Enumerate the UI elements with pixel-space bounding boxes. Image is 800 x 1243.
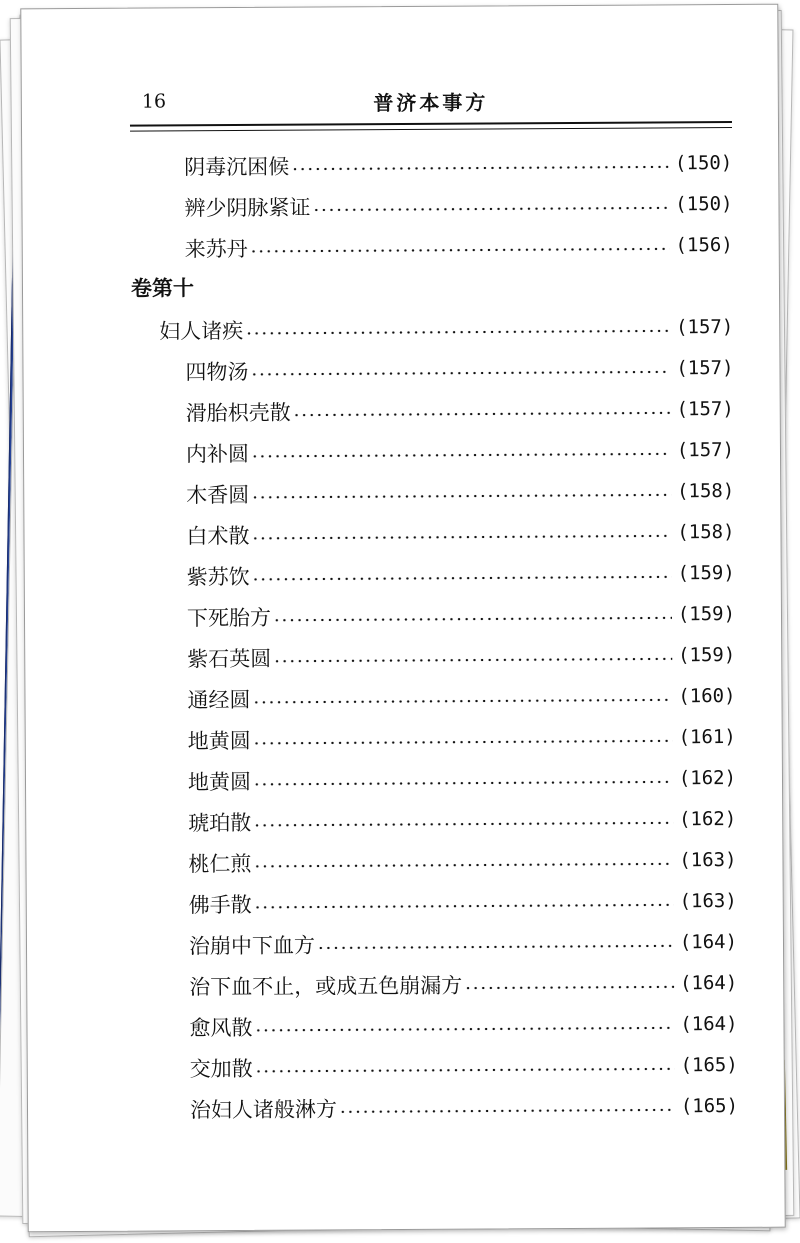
toc-entry[interactable] [132,470,734,515]
toc-entry-page: (162) [678,766,737,789]
dot-leader [253,780,673,786]
toc-row [133,675,735,720]
toc-row [130,183,732,228]
dot-leader [251,493,671,499]
toc-row [136,1085,738,1130]
toc-entry-title: 琥珀散 [188,810,252,835]
toc-entry[interactable] [135,1003,737,1048]
toc-entry-page: (165) [680,1053,738,1076]
dot-leader [252,575,672,581]
toc-entry-page: (150) [675,192,733,215]
toc-entry[interactable] [134,716,736,761]
toc-entry[interactable] [130,142,732,187]
dot-leader [251,452,671,458]
toc-row [134,798,736,843]
toc-entry-title: 白术散 [186,523,250,548]
toc-row [132,429,734,474]
toc-entry[interactable] [135,962,737,1007]
dot-leader [254,862,674,868]
dot-leader [251,370,671,376]
toc-entry-page: (159) [677,561,735,584]
toc-entry-list [131,347,738,1130]
toc-entry-page: (159) [677,602,736,625]
toc-row [134,757,736,802]
toc-entry[interactable] [134,839,736,884]
dot-leader [253,739,673,745]
toc-entry-title: 下死胎方 [186,605,272,630]
toc-entry-title: 内补圆 [185,441,250,466]
toc-entry-title: 辨少阴脉紧证 [184,195,311,220]
toc-entry[interactable] [133,593,735,638]
toc-entry[interactable] [132,388,734,433]
toc-entry-title: 桃仁煎 [188,851,252,876]
toc-entry-page: (158) [677,520,735,543]
toc-entry-title: 愈风散 [189,1015,253,1040]
toc-entry-page: (157) [675,315,734,338]
toc-entry-page: (164) [679,930,738,953]
toc-entry[interactable] [135,921,737,966]
toc-row [132,511,734,556]
toc-entry-title: 紫苏饮 [186,564,250,589]
toc-entry-page: (164) [679,971,738,994]
toc-row [134,716,736,761]
toc-entry-title: 紫石英圆 [187,646,272,671]
toc-entry-page: (163) [679,889,737,912]
toc-entry-page: (158) [676,479,735,502]
toc-row [131,347,733,392]
toc-row [133,634,735,679]
page-header [130,85,732,117]
toc-entry[interactable] [133,552,735,597]
toc-entry-title: 治下血不止，或成五色崩漏方 [189,973,463,999]
toc-entry-title: 治崩中下血方 [188,933,316,958]
toc-entry[interactable] [136,1085,738,1130]
toc-entry[interactable] [132,429,734,474]
toc-row [134,839,736,884]
dot-leader [317,944,674,949]
toc-entry-page: (156) [675,233,733,256]
toc-row [131,224,733,269]
toc-entry[interactable] [133,675,735,720]
toc-row [135,962,737,1007]
dot-leader [252,534,672,540]
toc-entry-title: 滑胎枳壳散 [185,400,291,425]
toc-chapter-entry[interactable] [131,306,733,351]
toc-entry-page: (157) [676,397,734,420]
dot-leader [312,206,669,211]
toc-entry-page: (159) [677,643,736,666]
toc-entry-page: (157) [676,438,735,461]
toc-entry-page: (161) [678,725,736,748]
dot-leader [254,903,674,909]
toc-row [135,1003,737,1048]
toc-entry-page: (160) [678,684,736,707]
toc-entry-title: 治妇人诸般淋方 [189,1096,338,1122]
toc-entry-title: 来苏丹 [184,236,248,261]
toc-entry-title: 通经圆 [187,687,251,712]
page-number: 16 [141,90,167,113]
toc-entry-title: 妇人诸疾 [159,318,244,343]
toc-entry-page: (150) [674,151,733,174]
toc-entry-title: 地黄圆 [187,728,251,753]
toc-entry-page: (165) [680,1094,739,1117]
dot-leader [255,1067,675,1073]
toc-row [132,470,734,515]
dot-leader [273,616,672,621]
toc-entry-title: 地黄圆 [187,769,252,794]
dot-leader [250,247,670,253]
section-heading[interactable]: 卷第十 [130,276,195,301]
toc-entry[interactable] [130,183,732,228]
toc-row [135,921,737,966]
toc-entry[interactable] [135,880,737,925]
toc-entry-page: (164) [680,1012,738,1035]
dot-leader [273,657,672,662]
toc-entry[interactable] [134,757,736,802]
dot-leader [253,698,673,704]
book-title: 普济本事方 [373,90,489,116]
toc-entry-page: (162) [678,807,737,830]
dot-leader [464,985,674,989]
dot-leader [245,329,670,335]
toc-entry-title: 阴毒沉困候 [184,154,290,179]
toc-entry-page: (163) [679,848,737,871]
toc-entry[interactable] [136,1044,738,1089]
toc-entry-title: 木香圆 [186,482,250,507]
toc-row [131,306,733,351]
header-rule [130,121,732,132]
toc-entry[interactable] [131,347,733,392]
toc-entry-title: 四物汤 [185,359,249,384]
book-page [20,4,785,1233]
toc-row [133,552,735,597]
toc-entry[interactable] [131,224,733,269]
dot-leader [339,1108,675,1113]
toc-row [136,1044,738,1089]
toc-entry-title: 交加散 [189,1056,253,1081]
dot-leader [255,1026,675,1032]
toc-entry[interactable] [133,634,735,679]
toc-entry-title: 佛手散 [188,892,252,917]
toc-entry[interactable] [134,798,736,843]
table-of-contents [130,142,738,1130]
toc-row [132,388,734,433]
toc-row [135,880,737,925]
toc-row [130,142,732,187]
dot-leader [253,821,673,827]
toc-entry[interactable] [132,511,734,556]
dot-leader [293,411,671,416]
toc-entry-page: (157) [676,356,734,379]
dot-leader [291,165,669,170]
toc-row [133,593,735,638]
